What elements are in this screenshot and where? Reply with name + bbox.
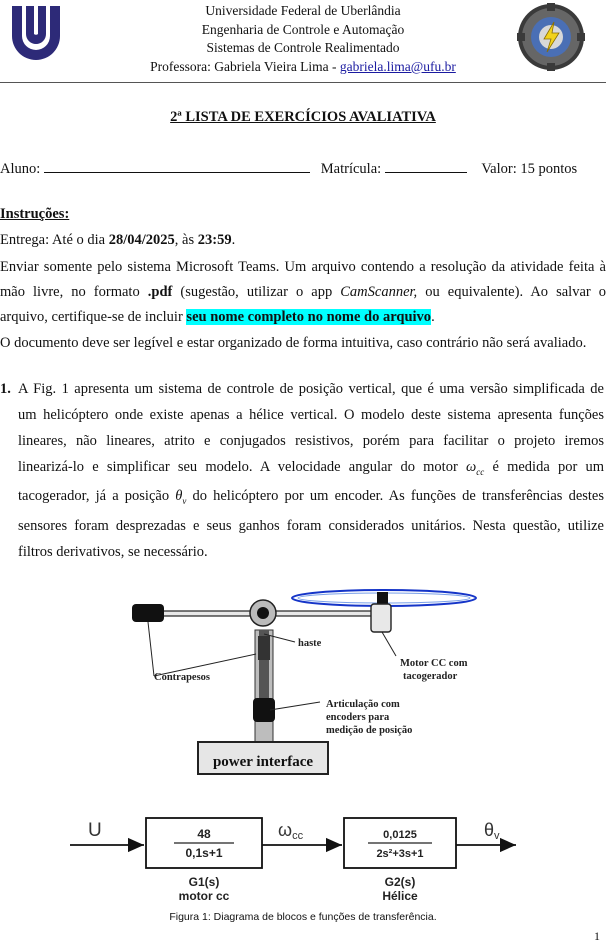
i2-camscanner: CamScanner, [340,284,418,300]
aluno-label: Aluno: [0,161,41,177]
helicopter-figure [120,580,490,780]
power-interface-label: power interface [212,754,314,770]
theta-v-label: θv [484,820,500,842]
deadline-prefix: Entrega: Até o dia [0,232,109,248]
articulacao-label-1: Articulação com [326,699,400,710]
i2-c: (sugestão, utilizar o app [172,284,341,300]
q1-l4-b: é medida por um [492,459,605,475]
input-signal-label: U [88,820,102,841]
student-info-line [0,160,577,178]
professor-email-link[interactable]: gabriela.lima@ufu.br [339,58,456,74]
omega-cc-label: ωcc [278,820,304,842]
course-name: Engenharia de Controle e Automação [201,21,405,37]
q1-line-5 [18,488,604,506]
university-name: Universidade Federal de Uberlândia [205,3,401,18]
q1-l4-a: linearizá-lo e simplificar seu modelo. A velocidade angular do motor [18,459,458,475]
motor-label-1: Motor CC com [400,658,468,669]
motor-body [371,604,391,632]
articulacao-label-2: encoders para [326,712,390,723]
omega-symbol: $\omega_{cc}$ [465,459,485,477]
g1-denominator: 0,1s+1 [185,846,223,860]
q1-l5-b: do helicóptero por um encoder. As funções de transferências destes [192,488,605,504]
deadline-time: 23:59 [197,232,232,248]
aluno-blank [44,160,310,173]
q1-line-4 [18,459,604,477]
professor-line [0,58,606,77]
g1-name: G1(s) [188,875,220,889]
i2-e: ou equivalente). Ao salvar o [417,284,606,300]
q1-line-6: sensores foram desprezadas e seus ganhos foram considerados unitários. Nesta questão, utilize [18,518,604,534]
instructions-line-4: O documento deve ser legível e estar organizado de forma intuitiva, caso contrário não será avaliado. [0,335,587,351]
header-divider [0,82,606,83]
i3-highlight: seu nome completo no nome do arquivo [186,309,432,325]
g1-numerator: 48 [197,827,211,841]
q1-line-3: lineares, não lineares, atrito e conjugados resistivos, porém para facilitar o projeto iremos [18,433,604,449]
block-diagram [60,800,520,905]
q1-line-7: filtros derivativos, se necessário. [18,544,208,560]
page-number: 1 [594,929,600,943]
instructions-line-1: Enviar somente pelo sistema Microsoft Teams. Um arquivo contendo a resolução da atividade feita à [0,259,606,275]
instructions-heading: Instruções: [0,206,70,222]
i2-a: mão livre, no formato [0,284,148,300]
g2-name: G2(s) [384,875,416,889]
page-title: 2ª LISTA DE EXERCÍCIOS AVALIATIVA [170,109,436,125]
q1-l5-a: tacogerador, já a posição [18,488,170,504]
haste-label: haste [298,638,322,649]
question-number: 1. [0,381,11,397]
matricula-blank [385,160,467,173]
i2-pdf: .pdf [147,284,173,300]
g2-description: Hélice [382,889,418,903]
motor-label-2: tacogerador [403,671,458,682]
deadline-mid: , às [174,232,198,248]
matricula-label: Matrícula: [320,161,382,177]
i3-a: arquivo, certifique-se de incluir [0,309,187,325]
theta-symbol: $\theta_v$ [175,488,187,506]
counterweight [132,604,164,622]
deadline-date: 28/04/2025 [108,232,175,248]
g1-description: motor cc [178,889,230,903]
deadline-line [0,232,235,249]
document-header [0,2,606,76]
instructions-line-2 [0,284,606,301]
g2-numerator: 0,0125 [383,829,417,841]
deadline-end: . [231,232,236,248]
i3-c: . [431,309,435,325]
professor-name: Professora: Gabriela Vieira Lima - [150,58,340,74]
q1-line-1: A Fig. 1 apresenta um sistema de controle de posição vertical, que é uma versão simplificada de [18,381,604,397]
valor-label: Valor: 15 pontos [481,161,578,177]
q1-line-2: um helicóptero onde existe apenas a hélice vertical. O modelo deste sistema apresenta funções [18,407,604,423]
figure-caption: Figura 1: Diagrama de blocos e funções de transferência. [169,911,437,923]
subject-name: Sistemas de Controle Realimentado [206,40,400,55]
g2-denominator: 2s²+3s+1 [376,848,424,860]
articulacao-label-3: medição de posição [326,725,413,736]
contrapesos-label: Contrapesos [154,672,211,683]
instructions-line-3 [0,309,606,326]
